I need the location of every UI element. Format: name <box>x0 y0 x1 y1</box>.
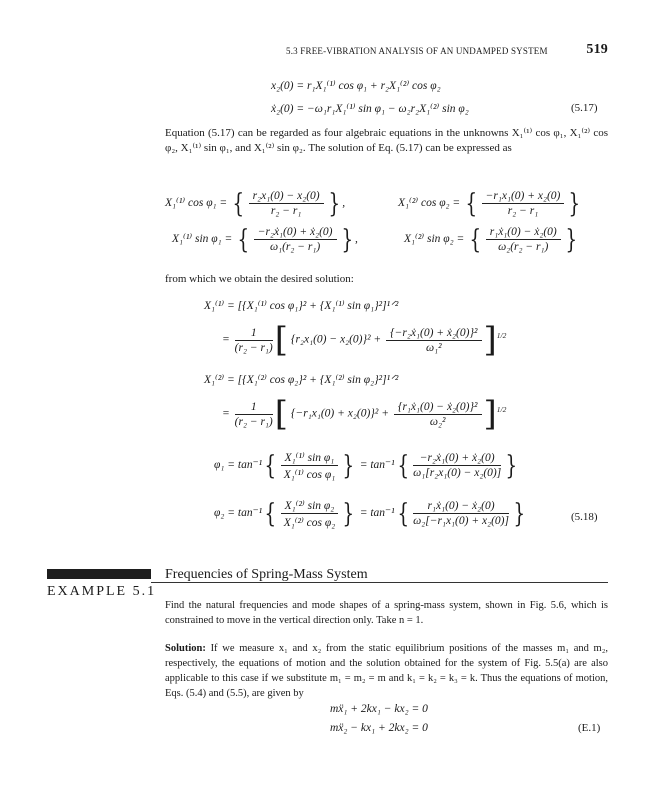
solution-lhs: X₁⁽¹⁾ sin φ₁ = <box>172 233 233 246</box>
equation-motion-2: mẍ₂ − kx₁ + 2kx₂ = 0 <box>330 722 428 734</box>
equation-x12-amplitude: X₁⁽²⁾ = [{X₁⁽²⁾ cos φ₂}² + {X₁⁽²⁾ sin φ₂}²]¹ᐟ² <box>204 374 399 386</box>
paragraph-desired-solution: from which we obtain the desired solution: <box>165 273 354 285</box>
equation-phi2: φ₂ = tan⁻¹{ $\frac{\text{X₁⁽²⁾ sin φ₂}}{\text{X₁⁽²⁾ cos φ₂}}$ } = tan⁻¹{ $\frac{\text{r₁ẋ₁(0) − ẋ₂(0)}}{\text{ω₂[−r₁x₁(0) + x₂(0)]}}$ } <box>214 498 526 529</box>
solution-x12-sin: X₁⁽²⁾ sin φ₂ = { $\frac{\text{r₁ẋ₁(0) − ẋ₂(0)}}{\text{ω₂(r₂ − r₁)}}$ } <box>404 224 577 255</box>
running-header <box>286 42 608 58</box>
solution-text: If we measure x₁ and x₂ from the static equilibrium positions of the masses m₁ and m₂, respectively, the equations of motion and the solution obtained for the system of Fig. 5.5(a) are also applicable to this case if we substitute m₁ = m₂ = m and k₁ = k₂ = k₃ = k. Thus the equations of motion, Eqs. (5.4) and (5.5), are given by <box>165 643 608 699</box>
equation-x12-expanded: = $\frac{1}{\text{(r₂ − r₁)}}$ [ {−r₁x₁(0) + x₂(0)}² + $\frac{\text{\{r₁ẋ₁(0) − ẋ₂(0)\}²}}{\text{ω₂²}}$ ]$^{1/2}$ <box>222 394 507 434</box>
solution-x11-sin: X₁⁽¹⁾ sin φ₁ = { $\frac{\text{−r₂ẋ₁(0) + ẋ₂(0)}}{\text{ω₁(r₂ − r₁)}}$ } , <box>172 224 358 255</box>
example-label: EXAMPLE 5.1 <box>47 584 157 599</box>
solution-lhs: X₁⁽²⁾ sin φ₂ = <box>404 233 465 246</box>
solution-lhs: X₁⁽²⁾ cos φ₂ = <box>398 197 461 210</box>
equation-x2: x₂(0) = r₁X₁⁽¹⁾ cos φ₁ + r₂X₁⁽²⁾ cos φ₂ <box>271 80 441 92</box>
paragraph-unknowns: Equation (5.17) can be regarded as four algebraic equations in the unknowns X₁⁽¹⁾ cos φ₁, X₁⁽²⁾ cos φ₂, X₁⁽¹⁾ sin φ₁, and X₁⁽²⁾ sin φ₂. The solution of Eq. (5.17) can be expressed as <box>165 127 608 154</box>
example-title: Frequencies of Spring-Mass System <box>165 567 368 582</box>
equation-number-e1: (E.1) <box>578 722 601 734</box>
equation-x11-amplitude: X₁⁽¹⁾ = [{X₁⁽¹⁾ cos φ₁}² + {X₁⁽¹⁾ sin φ₁}²]¹ᐟ² <box>204 300 399 312</box>
solution-fraction: $\frac{\text{r₁ẋ₁(0) − ẋ₂(0)}}{\text{ω₂(r₂ − r₁)}}$ <box>486 226 561 253</box>
equation-number-5-17: (5.17) <box>571 102 598 114</box>
solution-lhs: X₁⁽¹⁾ cos φ₁ = <box>165 197 228 210</box>
solution-label: Solution: <box>165 643 206 654</box>
solution-fraction: $\frac{\text{−r₂ẋ₁(0) + ẋ₂(0)}}{\text{ω₁(r₂ − r₁)}}$ <box>254 226 337 253</box>
section-title: 5.3 FREE-VIBRATION ANALYSIS OF AN UNDAMPED SYSTEM <box>286 46 548 56</box>
example-bar <box>47 569 151 579</box>
equation-x2-dot: ẋ₂(0) = −ω₁r₁X₁⁽¹⁾ sin φ₁ − ω₂r₂X₁⁽²⁾ sin φ₂ <box>271 103 469 115</box>
page-number: 519 <box>586 42 608 57</box>
equation-x11-expanded: = $\frac{1}{\text{(r₂ − r₁)}}$ [ {r₂x₁(0) − x₂(0)}² + $\frac{\text{\{−r₂ẋ₁(0) + ẋ₂(0)\}²}}{\text{ω₁²}}$ ]$^{1/2}$ <box>222 320 507 360</box>
equation-number-5-18: (5.18) <box>571 511 598 523</box>
equation-phi1: φ₁ = tan⁻¹{ $\frac{\text{X₁⁽¹⁾ sin φ₁}}{\text{X₁⁽¹⁾ cos φ₁}}$ } = tan⁻¹{ $\frac{\text{−r₂ẋ₁(0) + ẋ₂(0)}}{\text{ω₁[r₂x₁(0) − x₂(0)]}}$ } <box>214 450 518 481</box>
example-problem: Find the natural frequencies and mode shapes of a spring-mass system, shown in Fig. 5.6, which is constrained to move in the vertical direction only. Take n = 1. <box>165 600 608 626</box>
solution-x12-cos: X₁⁽²⁾ cos φ₂ = { $\frac{\text{−r₁x₁(0) + x₂(0)}}{\text{r₂ − r₁}}$ } <box>398 188 581 219</box>
solution-fraction: $\frac{\text{r₂x₁(0) − x₂(0)}}{\text{r₂ − r₁}}$ <box>249 190 324 217</box>
solution-fraction: $\frac{\text{−r₁x₁(0) + x₂(0)}}{\text{r₂ − r₁}}$ <box>482 190 565 217</box>
example-solution <box>165 641 608 701</box>
equation-motion-1: mẍ₁ + 2kx₁ − kx₂ = 0 <box>330 703 428 715</box>
solution-x11-cos: X₁⁽¹⁾ cos φ₁ = { $\frac{\text{r₂x₁(0) − x₂(0)}}{\text{r₂ − r₁}}$ } , <box>165 188 346 219</box>
